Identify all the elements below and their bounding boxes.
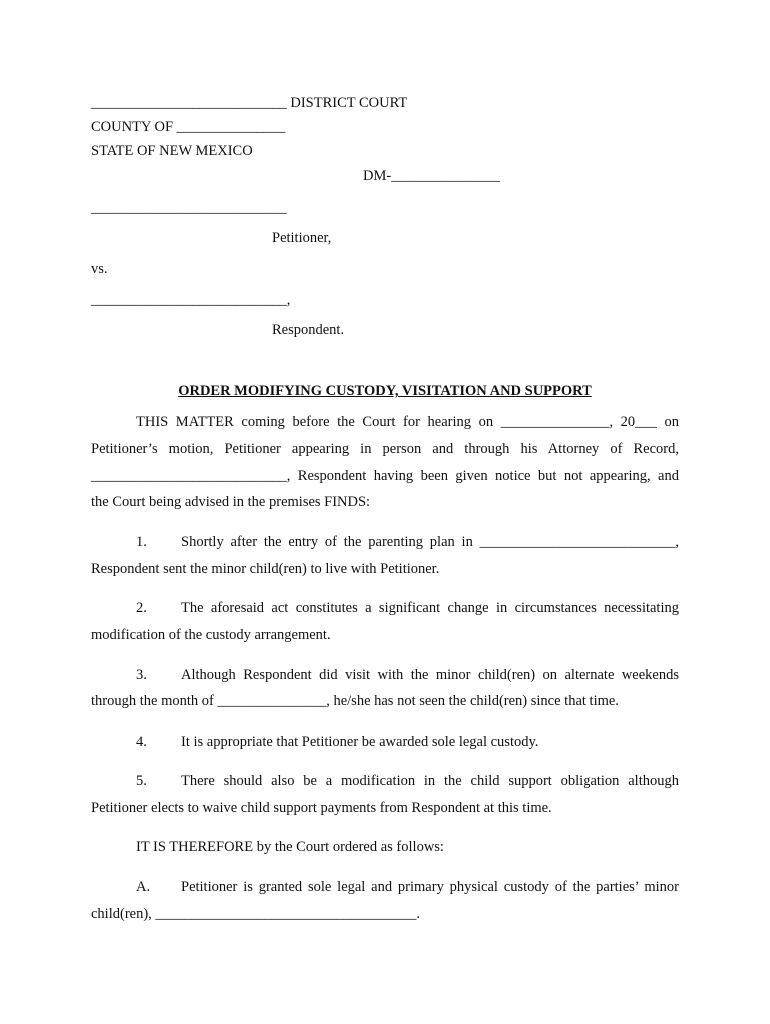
finding-5-line-1: There should also be a modification in the child support obligation although xyxy=(181,773,679,789)
order-a-line-2: child(ren), ____________________________________. xyxy=(91,906,421,922)
finding-5-line-2: Petitioner elects to waive child support payments from Respondent at this time. xyxy=(91,800,552,816)
intro-line-4: the Court being advised in the premises FINDS: xyxy=(91,494,371,510)
respondent-label: Respondent. xyxy=(272,322,345,338)
finding-3-line-1: Although Respondent did visit with the minor child(ren) on alternate weekends xyxy=(181,667,679,683)
petitioner-blank: ___________________________ xyxy=(91,200,287,216)
versus-text: vs. xyxy=(91,261,108,277)
finding-number: 3. xyxy=(136,667,147,683)
petitioner-label: Petitioner, xyxy=(272,230,332,246)
finding-2-line-2: modification of the custody arrangement. xyxy=(91,627,331,643)
finding-3-line-2: through the month of _______________, he/she has not seen the child(ren) since that time. xyxy=(91,693,619,709)
order-letter: A. xyxy=(136,879,151,895)
finding-number: 4. xyxy=(136,734,147,750)
finding-1-line-1: Shortly after the entry of the parenting plan in ___________________________, xyxy=(181,534,679,550)
finding-number: 1. xyxy=(136,534,147,550)
state-line: STATE OF NEW MEXICO xyxy=(91,143,253,159)
finding-number: 2. xyxy=(136,600,147,616)
finding-2-line-1: The aforesaid act constitutes a significant change in circumstances necessitating xyxy=(181,600,679,616)
case-number: DM-_______________ xyxy=(363,168,500,184)
finding-4-line-1: It is appropriate that Petitioner be awarded sole legal custody. xyxy=(181,734,539,750)
county-line: COUNTY OF _______________ xyxy=(91,119,286,135)
finding-number: 5. xyxy=(136,773,147,789)
intro-line-2: Petitioner’s motion, Petitioner appearing in person and through his Attorney of Record, xyxy=(91,441,679,457)
document-title: ORDER MODIFYING CUSTODY, VISITATION AND SUPPORT xyxy=(178,383,592,399)
finding-1-line-2: Respondent sent the minor child(ren) to live with Petitioner. xyxy=(91,561,440,577)
court-line: ___________________________ DISTRICT COURT xyxy=(91,95,408,111)
order-a-line-1: Petitioner is granted sole legal and primary physical custody of the parties’ minor xyxy=(181,879,679,895)
intro-line-1: THIS MATTER coming before the Court for hearing on _______________, 20___ on xyxy=(136,414,679,430)
respondent-blank: ___________________________, xyxy=(91,292,291,308)
ordered-intro: IT IS THEREFORE by the Court ordered as follows: xyxy=(136,839,444,855)
intro-line-3: ___________________________, Respondent having been given notice but not appearing, and xyxy=(91,468,679,484)
